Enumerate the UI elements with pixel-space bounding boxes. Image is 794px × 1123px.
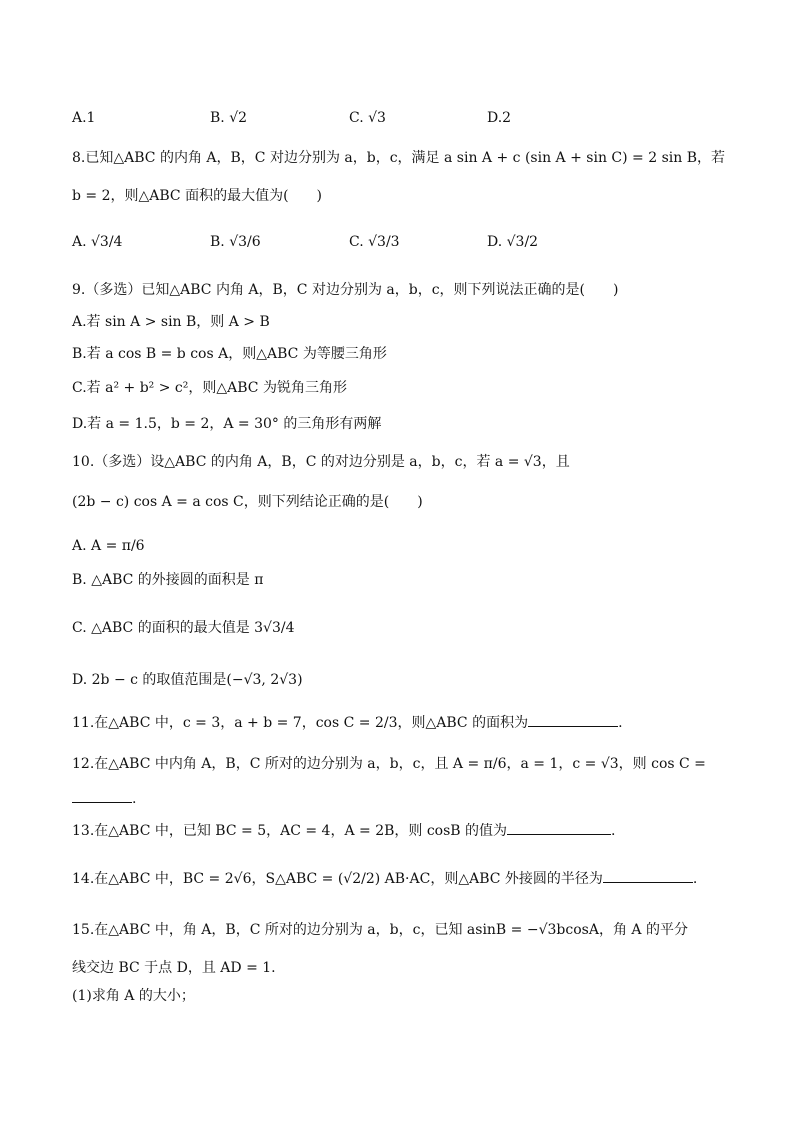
q14-line [72,868,697,889]
q15-subquestion-1: (1)求角 A 的大小； [72,988,195,1004]
q7-option-b: B. √2 [210,110,248,126]
q13-answer-blank[interactable] [507,820,611,835]
q15-stem-line2: 线交边 BC 于点 D，且 AD = 1. [72,960,276,976]
q8-stem-line1: 8.已知△ABC 的内角 A，B，C 对边分别为 a，b，c，满足 a sin A + c (sin A + sin C) = 2 sin B，若 [72,150,726,166]
q9-option-c: C.若 a² + b² > c²，则△ABC 为锐角三角形 [72,380,347,396]
q15-stem-line1: 15.在△ABC 中，角 A，B，C 所对的边分别为 a，b，c，已知 asinB = −√3bcosA，角 A 的平分 [72,922,688,938]
q7-option-a: A.1 [72,110,96,126]
q13-text: 13.在△ABC 中，已知 BC = 5，AC = 4，A = 2B，则 cosB 的值为 [72,823,508,839]
q12-answer-blank[interactable] [72,788,132,803]
q12-line1: 12.在△ABC 中内角 A，B，C 所对的边分别为 a，b，c，且 A = π/6，a = 1，c = √3，则 cos C = [72,756,706,772]
q14-text: 14.在△ABC 中，BC = 2√6，S△ABC = (√2/2) AB·AC，则△ABC 外接圆的半径为 [72,871,603,887]
q14-answer-blank[interactable] [603,868,693,883]
q12-period: . [132,791,137,807]
q11-text: 11.在△ABC 中，c = 3，a + b = 7，cos C = 2/3，则△ABC 的面积为 [72,715,529,731]
q8-option-b: B. √3/6 [210,234,261,250]
q8-option-a: A. √3/4 [72,234,123,250]
q11-answer-blank[interactable] [528,712,618,727]
q11-period: . [618,715,623,731]
q13-period: . [611,823,616,839]
q8-stem-line2: b = 2，则△ABC 面积的最大值为( ) [72,188,323,204]
q9-option-d: D.若 a = 1.5，b = 2，A = 30° 的三角形有两解 [72,416,382,432]
q10-option-c: C. △ABC 的面积的最大值是 3√3/4 [72,620,295,636]
q10-option-d: D. 2b − c 的取值范围是(−√3, 2√3) [72,672,303,688]
q13-line [72,820,616,841]
q10-stem-line2: (2b − c) cos A = a cos C，则下列结论正确的是( ) [72,494,423,510]
q9-option-a: A.若 sin A > sin B，则 A > B [72,314,270,330]
q7-option-d: D.2 [487,110,512,126]
q14-period: . [692,871,698,887]
q10-option-a: A. A = π/6 [72,538,145,554]
q9-stem: 9.（多选）已知△ABC 内角 A，B，C 对边分别为 a，b，c，则下列说法正确的是( ) [72,282,619,298]
q12-line2 [72,788,136,809]
q9-option-b: B.若 a cos B = b cos A，则△ABC 为等腰三角形 [72,346,387,362]
q8-option-d: D. √3/2 [487,234,539,250]
q10-stem-line1: 10.（多选）设△ABC 的内角 A，B，C 的对边分别是 a，b，c，若 a = √3，且 [72,454,570,470]
q11-line [72,712,623,733]
q7-option-c: C. √3 [349,110,386,126]
q10-option-b: B. △ABC 的外接圆的面积是 π [72,572,264,588]
q8-option-c: C. √3/3 [349,234,400,250]
